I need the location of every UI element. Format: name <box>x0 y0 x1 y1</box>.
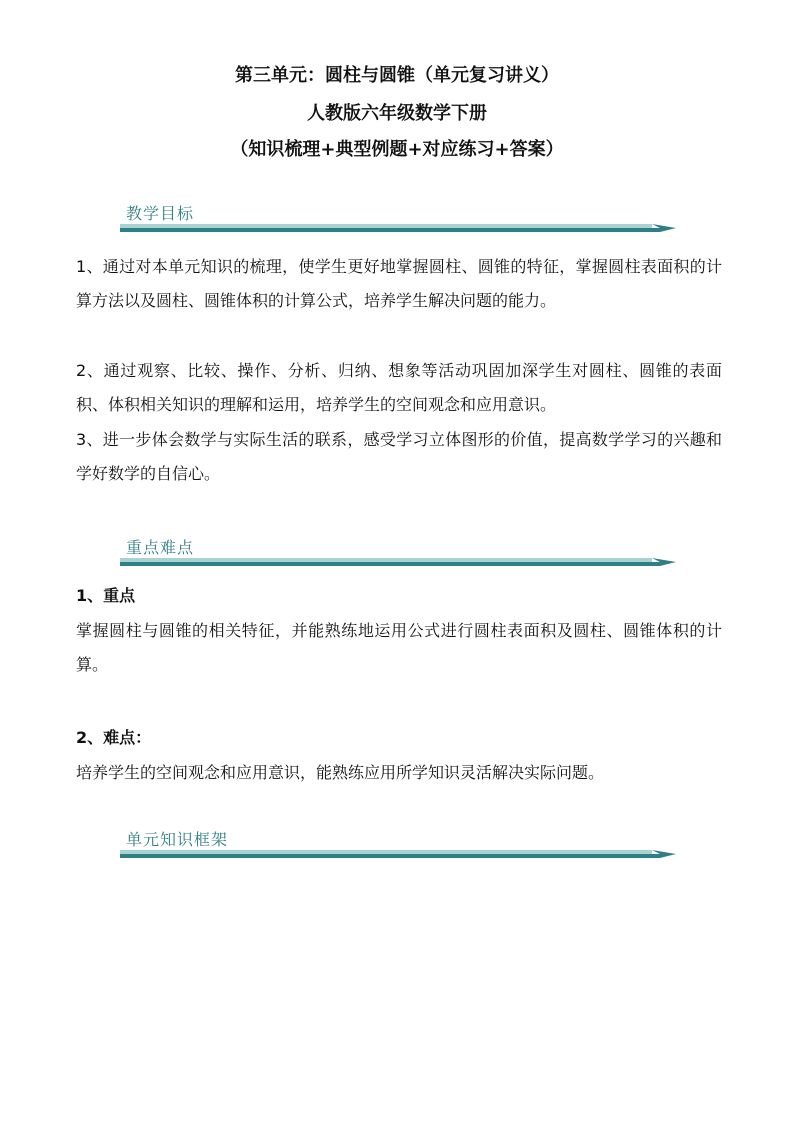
section-header-key-points <box>120 537 676 567</box>
section-divider-bar <box>120 557 676 571</box>
key-point-text: 掌握圆柱与圆锥的相关特征，并能熟练地运用公式进行圆柱表面积及圆柱、圆锥体积的计算。 <box>76 621 722 674</box>
objective-item-3: 3、进一步体会数学与实际生活的联系，感受学习立体图形的价值，提高数学学习的兴趣和学好数学的自信心。 <box>76 430 722 483</box>
objective-item-1: 1、通过对本单元知识的梳理，使学生更好地掌握圆柱、圆锥的特征，掌握圆柱表面积的计算方法以及圆柱、圆锥体积的计算公式，培养学生解决问题的能力。 <box>76 257 722 310</box>
objective-item-2: 2、通过观察、比较、操作、分析、归纳、想象等活动巩固加深学生对圆柱、圆锥的表面积、体积相关知识的理解和运用，培养学生的空间观念和应用意识。 <box>76 361 722 414</box>
key-point-label: 1、重点 <box>76 586 136 605</box>
document-contents-note: （知识梳理+典型例题+对应练习+答案） <box>230 139 564 160</box>
section-header-framework <box>120 829 676 859</box>
section-divider-bar <box>120 223 676 237</box>
document-subtitle: 人教版六年级数学下册 <box>307 103 487 124</box>
section-heading-objectives: 教学目标 <box>126 204 195 223</box>
difficult-point-label: 2、难点： <box>76 728 152 747</box>
difficult-point-text: 培养学生的空间观念和应用意识，能熟练应用所学知识灵活解决实际问题。 <box>76 763 605 782</box>
document-title: 第三单元：圆柱与圆锥（单元复习讲义） <box>235 65 559 86</box>
section-header-objectives <box>120 203 676 233</box>
section-divider-bar <box>120 849 676 863</box>
section-heading-framework: 单元知识框架 <box>126 830 229 849</box>
section-heading-key-points: 重点难点 <box>126 538 195 557</box>
